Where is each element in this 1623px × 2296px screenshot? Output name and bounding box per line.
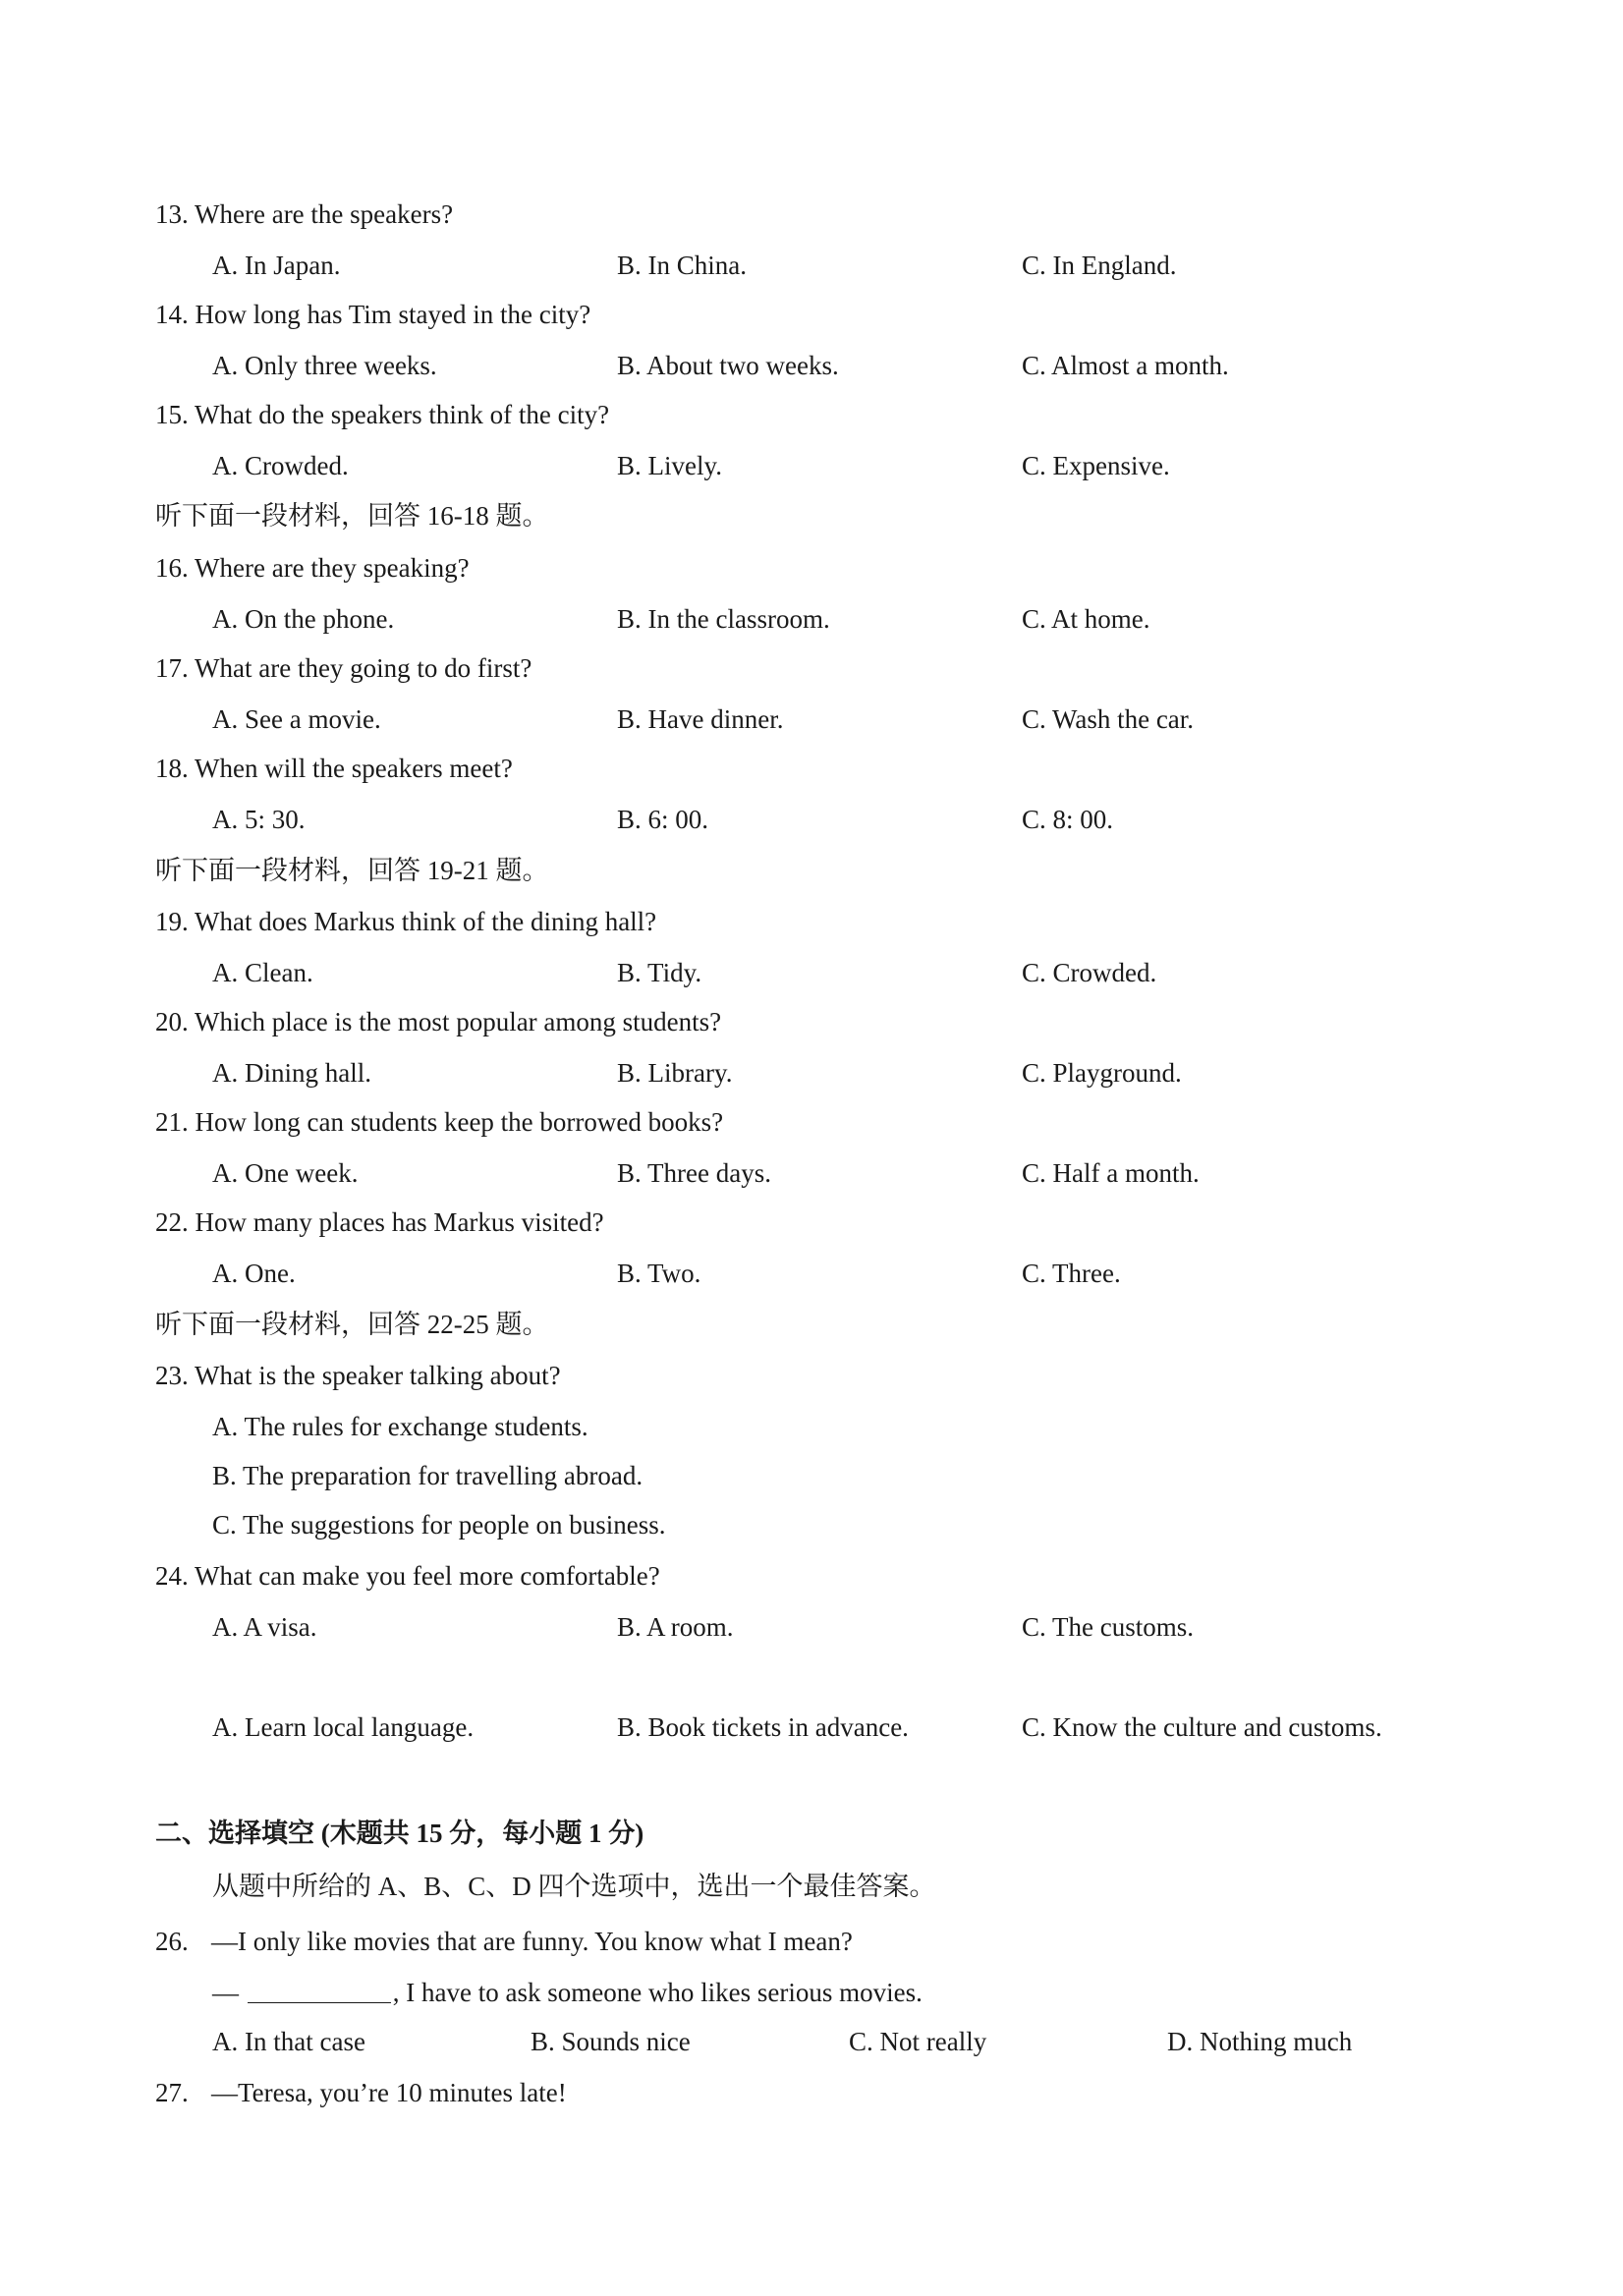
question-23 (0, 1356, 1623, 1395)
option-c: C. Know the culture and customs. (1022, 1712, 1382, 1742)
options-22 (0, 1254, 1623, 1293)
options-17 (0, 700, 1623, 739)
instruction-16-18 (0, 496, 1623, 535)
question-stem: 18. When will the speakers meet? (155, 754, 513, 783)
option-b: B. A room. (617, 1612, 734, 1642)
question-18 (0, 749, 1623, 788)
options-24 (0, 1607, 1623, 1647)
question-15 (0, 395, 1623, 434)
option-a: A. 5: 30. (212, 805, 306, 834)
dialogue-line-1: —Teresa, you’re 10 minutes late! (211, 2078, 567, 2107)
option-a: A. Clean. (212, 958, 313, 987)
question-20 (0, 1002, 1623, 1041)
listening-instruction: 听下面一段材料，回答 16-18 题。 (155, 501, 549, 531)
option-a: A. In that case (212, 2027, 365, 2056)
option-b: B. Two. (617, 1259, 701, 1288)
dialogue-line-2 (212, 1973, 923, 2012)
question-stem: 21. How long can students keep the borrowed books? (155, 1107, 724, 1137)
question-24 (0, 1556, 1623, 1596)
question-number: 27. (155, 2078, 189, 2107)
option-a: A. In Japan. (212, 251, 341, 280)
options-16 (0, 599, 1623, 639)
option-c: C. The suggestions for people on business. (212, 1510, 666, 1540)
section-2-heading (0, 1814, 1623, 1853)
option-a: A. Learn local language. (212, 1712, 475, 1742)
question-17 (0, 648, 1623, 688)
option-c: C. 8: 00. (1022, 805, 1114, 834)
option-c: C. Playground. (1022, 1058, 1182, 1088)
option-c: C. Wash the car. (1022, 704, 1195, 734)
option-b: B. Three days. (617, 1158, 771, 1188)
option-b: B. Lively. (617, 451, 722, 480)
option-a: A. One. (212, 1259, 296, 1288)
section-2-instruction (0, 1867, 1623, 1906)
option-a: A. On the phone. (212, 604, 395, 634)
option-b: B. Book tickets in advance. (617, 1712, 909, 1742)
question-stem: 24. What can make you feel more comfortable? (155, 1561, 660, 1591)
option-c: C. Not really (849, 2027, 987, 2056)
question-27 (0, 2073, 1623, 2112)
option-a: A. See a movie. (212, 704, 381, 734)
option-b: B. In the classroom. (617, 604, 830, 634)
option-c: C. The customs. (1022, 1612, 1194, 1642)
instruction-22-25 (0, 1305, 1623, 1344)
question-stem: 20. Which place is the most popular among students? (155, 1007, 722, 1036)
section-instruction: 从题中所给的 A、B、C、D 四个选项中，选出一个最佳答案。 (212, 1872, 936, 1901)
question-13 (0, 195, 1623, 234)
question-22 (0, 1203, 1623, 1242)
option-c: C. Almost a month. (1022, 351, 1229, 380)
option-b: B. Sounds nice (531, 2027, 691, 2056)
question-26-line-2 (0, 1973, 1623, 2012)
option-23-c (0, 1505, 1623, 1544)
option-c: C. Crowded. (1022, 958, 1157, 987)
listening-instruction: 听下面一段材料，回答 22-25 题。 (155, 1310, 549, 1339)
dialogue-line-1: —I only like movies that are funny. You know what I mean? (211, 1927, 853, 1956)
option-b: B. Library. (617, 1058, 733, 1088)
option-23-a (0, 1407, 1623, 1446)
options-19 (0, 953, 1623, 992)
option-c: C. Expensive. (1022, 451, 1170, 480)
options-21 (0, 1153, 1623, 1193)
question-stem: 22. How many places has Markus visited? (155, 1207, 604, 1237)
option-c: C. At home. (1022, 604, 1150, 634)
option-b: B. Tidy. (617, 958, 702, 987)
options-18 (0, 800, 1623, 839)
dialogue-dash: — (212, 1978, 239, 2007)
option-a: A. One week. (212, 1158, 359, 1188)
section-heading: 二、选择填空 (木题共 15 分，每小题 1 分) (155, 1819, 644, 1848)
option-b: B. The preparation for travelling abroad. (212, 1461, 644, 1490)
option-b: B. About two weeks. (617, 351, 839, 380)
options-14 (0, 346, 1623, 385)
instruction-19-21 (0, 851, 1623, 890)
option-b: B. In China. (617, 251, 747, 280)
option-d: D. Nothing much (1167, 2027, 1353, 2056)
option-a: A. Only three weeks. (212, 351, 437, 380)
option-b: B. 6: 00. (617, 805, 709, 834)
option-23-b (0, 1456, 1623, 1495)
option-a: A. Dining hall. (212, 1058, 371, 1088)
question-stem: 16. Where are they speaking? (155, 553, 470, 583)
question-14 (0, 295, 1623, 334)
question-stem: 23. What is the speaker talking about? (155, 1361, 561, 1390)
question-number: 26. (155, 1927, 189, 1956)
question-stem: 19. What does Markus think of the dining hall? (155, 907, 657, 936)
question-stem: 13. Where are the speakers? (155, 199, 454, 229)
options-25 (0, 1708, 1623, 1747)
question-16 (0, 548, 1623, 588)
question-21 (0, 1102, 1623, 1142)
question-stem: 14. How long has Tim stayed in the city? (155, 300, 591, 329)
option-b: B. Have dinner. (617, 704, 784, 734)
option-c: C. Three. (1022, 1259, 1121, 1288)
option-a: A. Crowded. (212, 451, 349, 480)
options-15 (0, 446, 1623, 485)
options-26 (0, 2022, 1623, 2061)
option-c: C. Half a month. (1022, 1158, 1200, 1188)
dialogue-line-2-text: , I have to ask someone who likes serious movies. (392, 1978, 923, 2007)
options-20 (0, 1053, 1623, 1092)
option-c: C. In England. (1022, 251, 1177, 280)
question-stem: 17. What are they going to do first? (155, 653, 532, 683)
answer-blank (248, 1973, 391, 2003)
question-stem: 15. What do the speakers think of the city? (155, 400, 610, 429)
option-a: A. The rules for exchange students. (212, 1412, 588, 1441)
option-a: A. A visa. (212, 1612, 317, 1642)
listening-instruction: 听下面一段材料，回答 19-21 题。 (155, 856, 549, 885)
question-26 (0, 1922, 1623, 1961)
options-13 (0, 246, 1623, 285)
question-19 (0, 902, 1623, 941)
